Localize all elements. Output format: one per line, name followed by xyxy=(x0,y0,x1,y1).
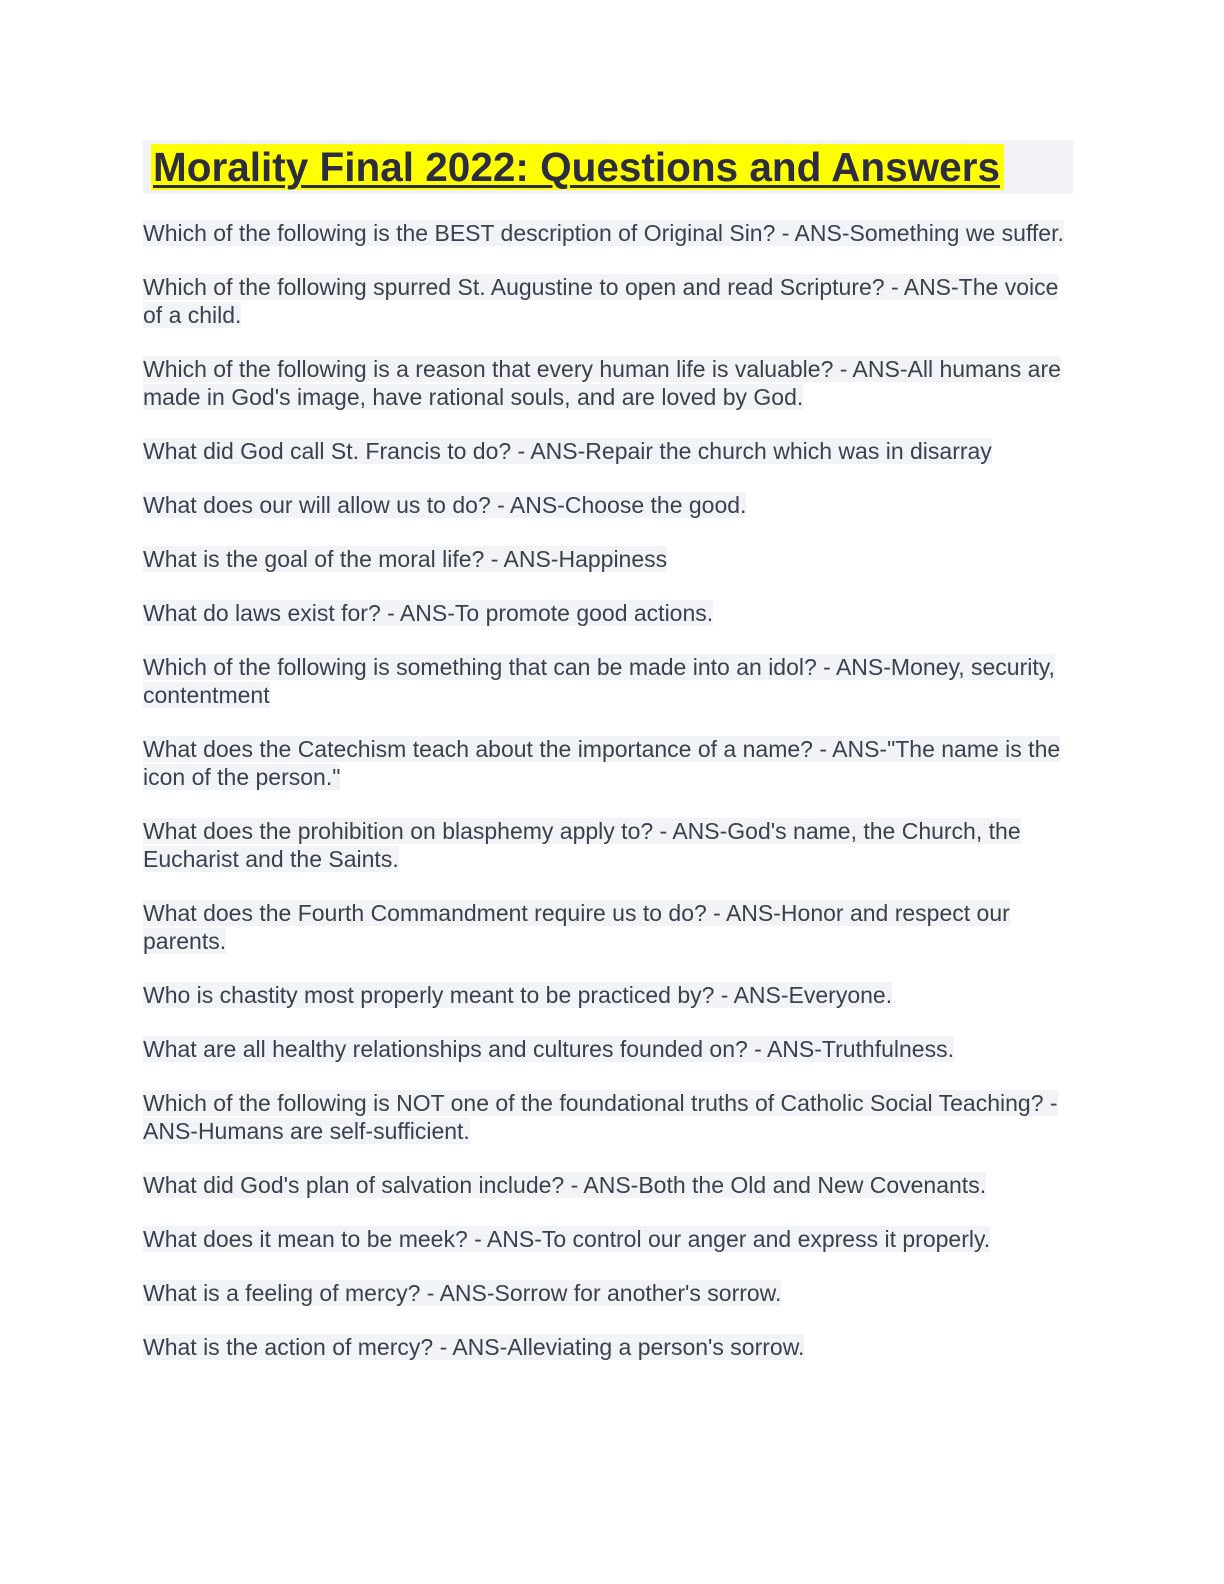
qa-item xyxy=(143,1279,1073,1307)
qa-text: Which of the following is something that can be made into an idol? - ANS-Money, security, contentment xyxy=(143,654,1055,708)
page-title: Morality Final 2022: Questions and Answers xyxy=(151,144,1004,190)
qa-text: What did God's plan of salvation include? - ANS-Both the Old and New Covenants. xyxy=(143,1172,987,1198)
qa-text: What do laws exist for? - ANS-To promote good actions. xyxy=(143,600,714,626)
qa-text: What does our will allow us to do? - ANS-Choose the good. xyxy=(143,492,747,518)
qa-item xyxy=(143,1089,1073,1145)
qa-item xyxy=(143,899,1073,955)
qa-item xyxy=(143,437,1073,465)
qa-item xyxy=(143,735,1073,791)
qa-text: What does it mean to be meek? - ANS-To control our anger and express it properly. xyxy=(143,1226,991,1252)
qa-text: Who is chastity most properly meant to be practiced by? - ANS-Everyone. xyxy=(143,982,893,1008)
title-block xyxy=(143,140,1073,194)
qa-text: What are all healthy relationships and cultures founded on? - ANS-Truthfulness. xyxy=(143,1036,954,1062)
qa-text: What is the action of mercy? - ANS-Alleviating a person's sorrow. xyxy=(143,1334,805,1360)
qa-text: What does the prohibition on blasphemy apply to? - ANS-God's name, the Church, the Eucharist and the Saints. xyxy=(143,818,1021,872)
qa-text: What does the Fourth Commandment require us to do? - ANS-Honor and respect our parents. xyxy=(143,900,1010,954)
qa-text: Which of the following spurred St. Augustine to open and read Scripture? - ANS-The voice of a child. xyxy=(143,274,1059,328)
qa-item xyxy=(143,599,1073,627)
qa-item xyxy=(143,981,1073,1009)
qa-text: Which of the following is NOT one of the foundational truths of Catholic Social Teaching? - ANS-Humans are self-sufficient. xyxy=(143,1090,1058,1144)
qa-item xyxy=(143,273,1073,329)
qa-text: Which of the following is a reason that every human life is valuable? - ANS-All humans are made in God's image, have rational souls, and are loved by God. xyxy=(143,356,1061,410)
qa-item xyxy=(143,1171,1073,1199)
qa-item xyxy=(143,1035,1073,1063)
qa-item xyxy=(143,1225,1073,1253)
qa-item xyxy=(143,653,1073,709)
qa-item xyxy=(143,491,1073,519)
qa-text: What does the Catechism teach about the importance of a name? - ANS-"The name is the icon of the person." xyxy=(143,736,1061,790)
qa-item xyxy=(143,817,1073,873)
qa-list xyxy=(143,219,1073,1387)
qa-item xyxy=(143,355,1073,411)
qa-item xyxy=(143,1333,1073,1361)
qa-text: What did God call St. Francis to do? - ANS-Repair the church which was in disarray xyxy=(143,438,992,464)
qa-text: What is a feeling of mercy? - ANS-Sorrow for another's sorrow. xyxy=(143,1280,782,1306)
qa-text: Which of the following is the BEST description of Original Sin? - ANS-Something we suffer. xyxy=(143,220,1064,246)
qa-item xyxy=(143,545,1073,573)
qa-item xyxy=(143,219,1073,247)
qa-text: What is the goal of the moral life? - ANS-Happiness xyxy=(143,546,668,572)
